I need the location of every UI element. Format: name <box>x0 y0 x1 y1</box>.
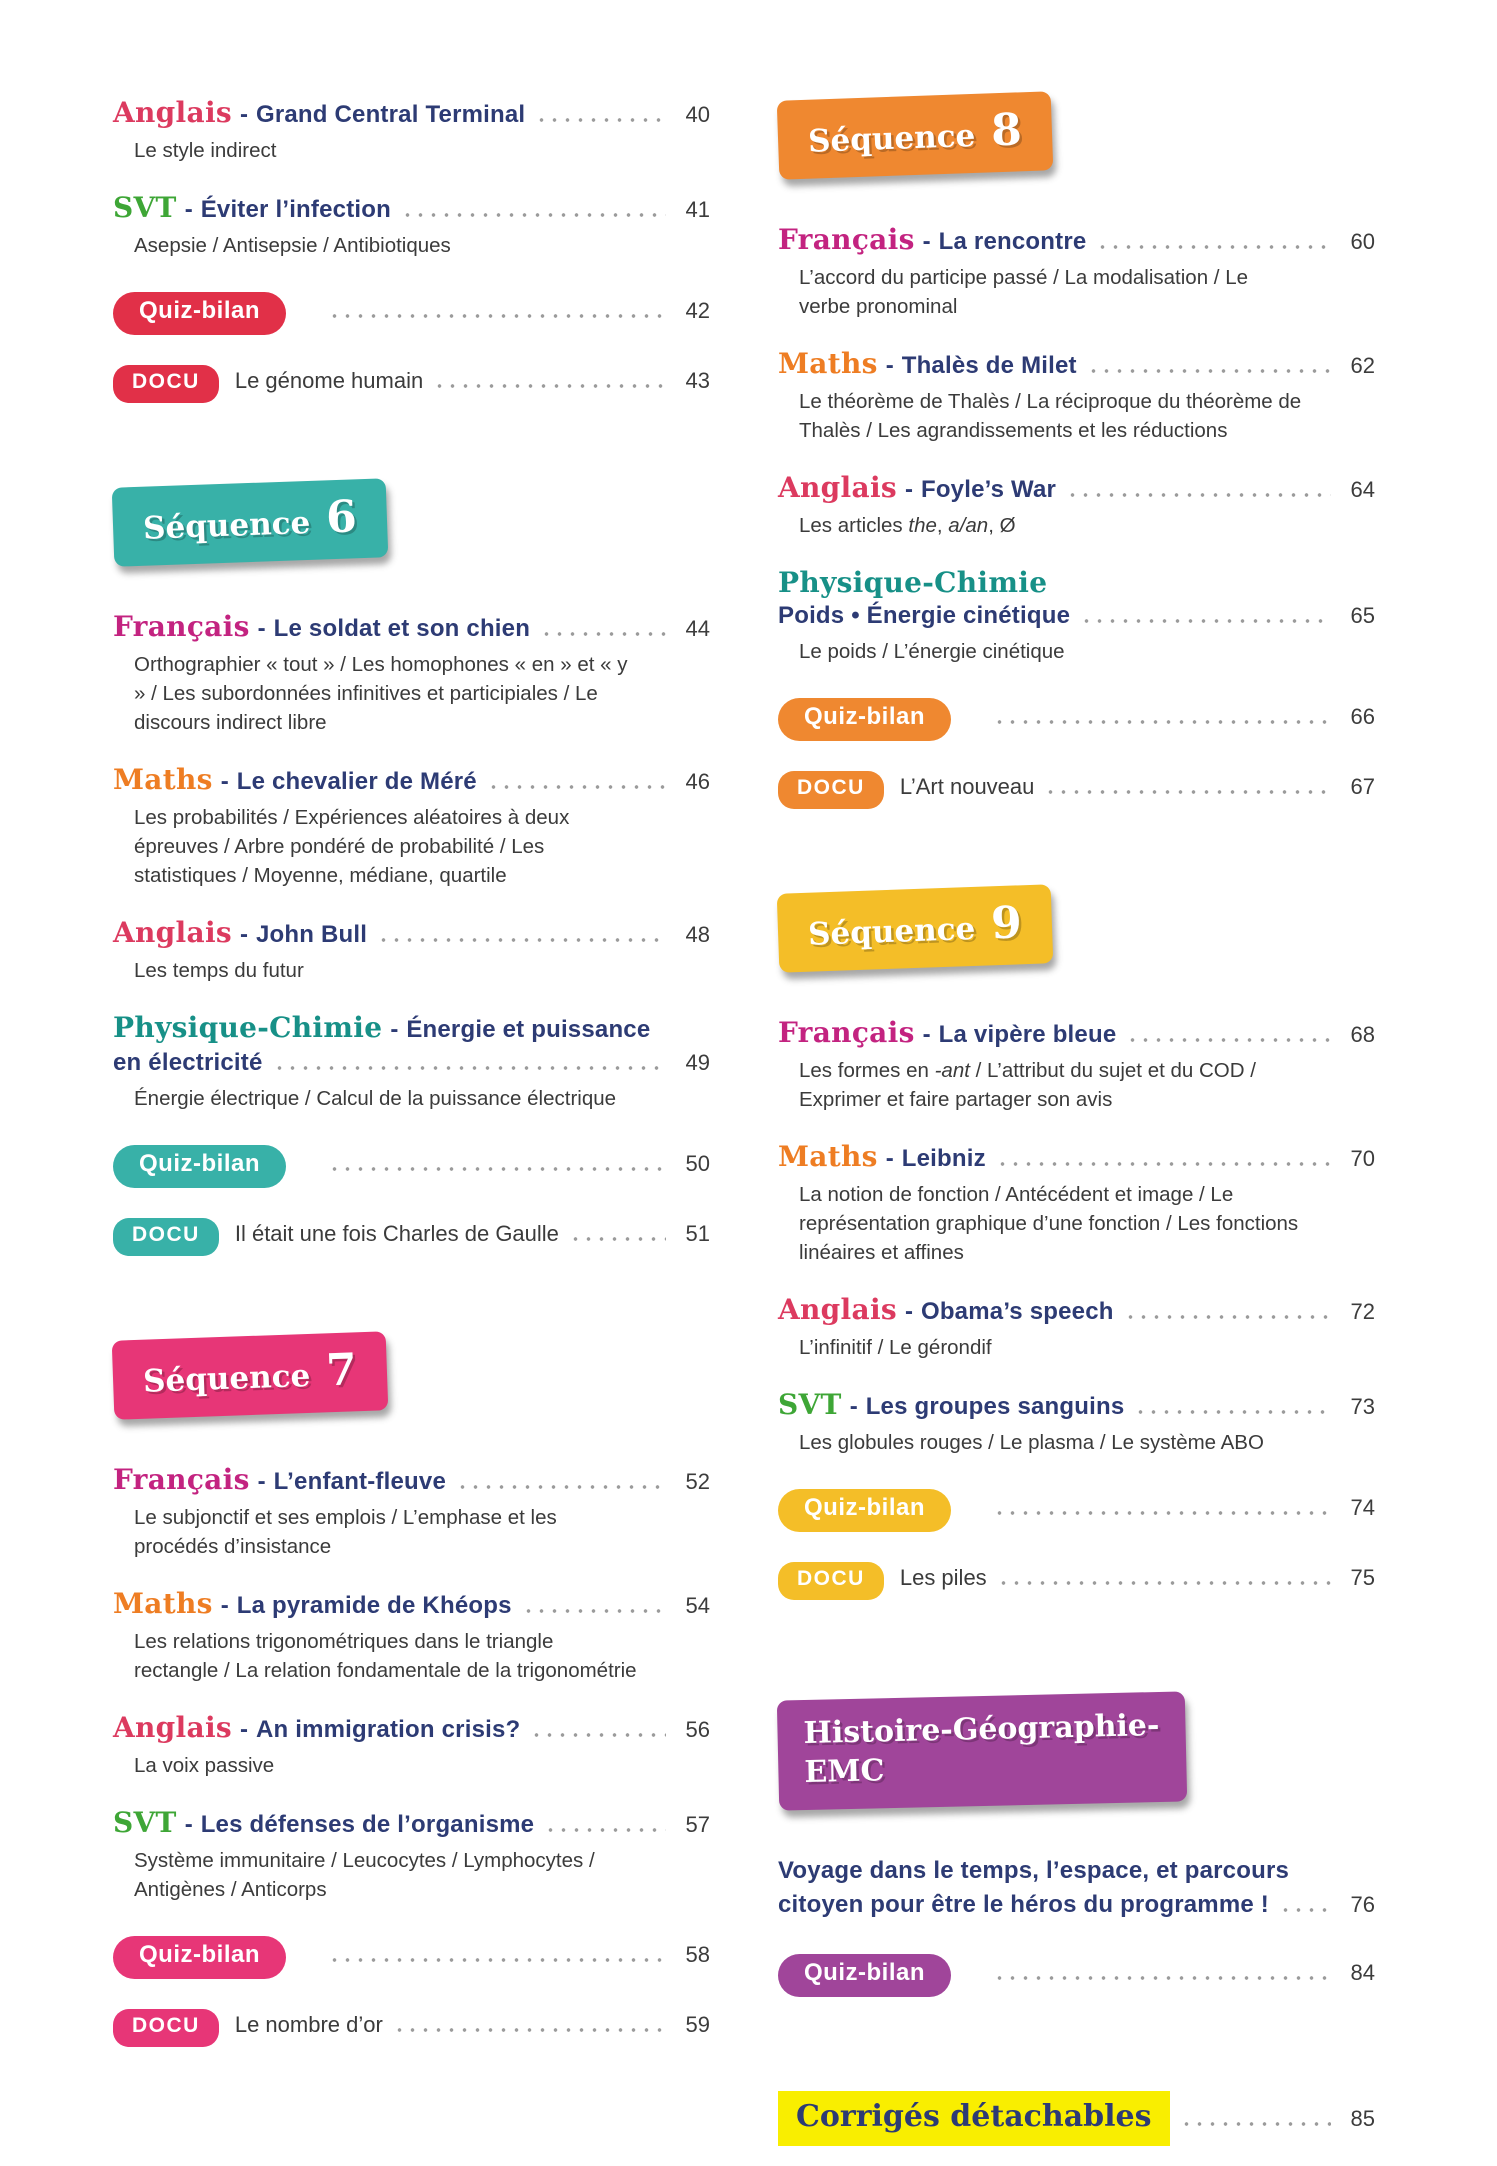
sequence-badge-number: 6 <box>325 491 358 544</box>
quiz-bilan-pill: Quiz-bilan <box>113 1936 286 1979</box>
subject-label: Maths <box>113 763 213 796</box>
docu-title: Les piles <box>899 1565 987 1590</box>
subject-title-separator: - <box>390 1016 399 1043</box>
entry-subtopics: La notion de fonction / Antécédent et image / Le représentation graphique d’une fonction / Les fonctions linéaires et affines <box>799 1183 1299 1264</box>
toc-entry <box>778 347 1375 445</box>
page-number: 58 <box>685 1942 710 1967</box>
entry-title: L’enfant-fleuve <box>273 1468 446 1495</box>
page-number: 50 <box>685 1151 710 1176</box>
subject-title-separator: - <box>904 476 913 503</box>
entry-title: John Bull <box>255 921 368 948</box>
page-number: 56 <box>685 1717 710 1742</box>
subtopic-text: / L’attribut du sujet et du COD / Exprimer et faire partager son avis <box>799 1059 1256 1111</box>
subject-title-separator: - <box>849 1393 858 1420</box>
dotted-leader <box>569 1237 666 1241</box>
quiz-bilan-row <box>113 292 710 335</box>
subject-title-separator: - <box>220 768 229 795</box>
corriges-row <box>778 2091 1375 2146</box>
entry-subtopics: Le théorème de Thalès / La réciproque du théorème de Thalès / Les agrandissements et les réductions <box>799 390 1302 442</box>
page-number: 72 <box>1350 1299 1375 1324</box>
docu-title: Il était une fois Charles de Gaulle <box>234 1221 559 1246</box>
page-number: 48 <box>685 922 710 947</box>
docu-row <box>778 1562 1375 1600</box>
page-number: 73 <box>1350 1394 1375 1419</box>
entry-title: Le soldat et son chien <box>273 615 531 642</box>
quiz-bilan-row <box>113 1936 710 1979</box>
quiz-bilan-row <box>113 1145 710 1188</box>
dotted-leader <box>540 632 666 636</box>
page-number: 85 <box>1350 2106 1375 2131</box>
toc-line <box>778 347 1375 382</box>
sequence-badge-number: 8 <box>990 104 1023 157</box>
page-number: 40 <box>685 102 710 127</box>
dotted-leader <box>393 2028 666 2032</box>
subject-section-badge-line: EMC <box>804 1753 885 1791</box>
entry-title: Les groupes sanguins <box>865 1393 1125 1420</box>
toc-line <box>113 1046 710 1079</box>
page-number: 42 <box>685 298 710 323</box>
page-number: 67 <box>1350 774 1375 799</box>
page-number: 70 <box>1350 1146 1375 1171</box>
sequence-badge <box>112 478 388 567</box>
docu-title: Le génome humain <box>234 368 424 393</box>
dotted-leader <box>996 1162 1331 1166</box>
quiz-bilan-pill: Quiz-bilan <box>113 1145 286 1188</box>
subject-label: Anglais <box>113 1711 232 1744</box>
toc-line <box>113 1711 710 1746</box>
page-number: 66 <box>1350 704 1375 729</box>
page-number: 65 <box>1350 603 1375 628</box>
sequence-badge-number: 7 <box>325 1344 358 1397</box>
dotted-leader <box>1087 369 1331 373</box>
docu-row <box>113 365 710 403</box>
toc-entry <box>113 1587 710 1685</box>
subject-label: Anglais <box>778 1293 897 1326</box>
docu-pill: DOCU <box>113 2009 219 2047</box>
entry-title: citoyen pour être le héros du programme ! <box>778 1891 1269 1918</box>
page-number: 68 <box>1350 1022 1375 1047</box>
toc-entry <box>113 1711 710 1780</box>
page-number: 59 <box>685 2012 710 2037</box>
dotted-leader <box>487 785 666 789</box>
toc-columns <box>113 96 1375 2146</box>
entry-title: Éviter l’infection <box>200 196 391 223</box>
sequence-badge-label: Séquence <box>142 1357 311 1400</box>
subject-label: Français <box>113 610 250 643</box>
toc-line <box>113 96 710 131</box>
subject-title-separator: - <box>257 615 266 642</box>
entry-subtopics: Les temps du futur <box>134 959 304 982</box>
toc-entry <box>778 1293 1375 1362</box>
entry-title: La rencontre <box>938 228 1087 255</box>
toc-line <box>778 471 1375 506</box>
dotted-leader <box>993 720 1331 724</box>
docu-pill: DOCU <box>778 771 884 809</box>
dotted-leader <box>993 1976 1331 1980</box>
entry-subtopics: Le style indirect <box>134 139 277 162</box>
quiz-bilan-pill: Quiz-bilan <box>113 292 286 335</box>
sequence-badge-number: 9 <box>990 897 1023 950</box>
docu-pill: DOCU <box>113 1218 219 1256</box>
subject-section-badge-line: Histoire-Géographie- <box>803 1707 1160 1752</box>
entry-subtopics: La voix passive <box>134 1754 275 1777</box>
entry-subtopics: Asepsie / Antisepsie / Antibiotiques <box>134 234 451 257</box>
entry-subtopics: L’accord du participe passé / La modalisation / Le verbe pronominal <box>799 266 1248 318</box>
page-number: 76 <box>1350 1892 1375 1917</box>
subject-title-separator: - <box>220 1592 229 1619</box>
subject-title-separator: - <box>184 196 193 223</box>
toc-column-right <box>778 96 1375 2146</box>
subtopic-text: a/an <box>948 514 989 537</box>
page-number: 57 <box>685 1812 710 1837</box>
toc-entry <box>778 471 1375 540</box>
dotted-leader <box>328 1167 666 1171</box>
toc-line <box>113 1463 710 1498</box>
toc-entry <box>113 191 710 260</box>
sequence-badge <box>777 91 1053 180</box>
subject-label: Français <box>778 1016 915 1049</box>
docu-pill: DOCU <box>113 365 219 403</box>
subject-label: SVT <box>113 1806 177 1839</box>
subtopic-text: , Ø <box>988 514 1016 537</box>
subject-label: Anglais <box>778 471 897 504</box>
dotted-leader <box>997 1581 1331 1585</box>
sequence-badge-label: Séquence <box>807 910 976 953</box>
toc-entry <box>778 1388 1375 1457</box>
entry-title: An immigration crisis? <box>255 1716 521 1743</box>
dotted-leader <box>273 1066 666 1070</box>
toc-line <box>778 1854 1375 1888</box>
page-number: 54 <box>685 1593 710 1618</box>
entry-title: Thalès de Milet <box>901 352 1077 379</box>
quiz-bilan-pill: Quiz-bilan <box>778 1489 951 1532</box>
dotted-leader <box>1080 619 1331 623</box>
toc-entry <box>113 1463 710 1561</box>
entry-subtopics: L’infinitif / Le gérondif <box>799 1336 992 1359</box>
page-number: 74 <box>1350 1495 1375 1520</box>
quiz-bilan-row <box>778 1489 1375 1532</box>
subject-label: SVT <box>113 191 177 224</box>
subtopic-text: , <box>936 514 949 537</box>
dotted-leader <box>377 938 666 942</box>
entry-subtopics: Orthographier « tout » / Les homophones « en » et « y » / Les subordonnées infinitives et participiales / Le discours indirect libre <box>134 653 628 734</box>
dotted-leader <box>1124 1315 1331 1319</box>
subject-title-separator: - <box>239 101 248 128</box>
toc-line <box>778 223 1375 258</box>
subject-label: Anglais <box>113 96 232 129</box>
page-number: 44 <box>685 616 710 641</box>
corriges-highlight: Corrigés détachables <box>778 2091 1170 2146</box>
subtopic-text: Les formes en <box>799 1059 935 1082</box>
toc-line <box>778 1293 1375 1328</box>
toc-entry <box>778 566 1375 666</box>
toc-line <box>778 566 1375 599</box>
dotted-leader <box>993 1511 1331 1515</box>
dotted-leader <box>1126 1038 1331 1042</box>
entry-title: Grand Central Terminal <box>255 101 526 128</box>
entry-title: Obama’s speech <box>920 1298 1114 1325</box>
entry-subtopics: Les globules rouges / Le plasma / Le système ABO <box>799 1431 1264 1454</box>
page-number: 49 <box>685 1050 710 1075</box>
entry-subtopics <box>778 1056 1304 1114</box>
quiz-bilan-pill: Quiz-bilan <box>778 1954 951 1997</box>
dotted-leader <box>1180 2122 1331 2126</box>
entry-title: Foyle’s War <box>920 476 1057 503</box>
dotted-leader <box>456 1485 666 1489</box>
toc-line <box>113 763 710 798</box>
toc-line <box>113 1806 710 1841</box>
sequence-badge <box>112 1331 388 1420</box>
toc-line <box>113 191 710 226</box>
dotted-leader <box>1096 245 1331 249</box>
quiz-bilan-pill: Quiz-bilan <box>778 698 951 741</box>
entry-subtopics <box>778 511 1304 540</box>
dotted-leader <box>328 314 666 318</box>
toc-entry <box>778 1016 1375 1114</box>
subject-label: SVT <box>778 1388 842 1421</box>
dotted-leader <box>1066 493 1331 497</box>
dotted-leader <box>433 384 666 388</box>
dotted-leader <box>1044 790 1331 794</box>
dotted-leader <box>530 1733 666 1737</box>
dotted-leader <box>1279 1908 1331 1912</box>
entry-title: Poids • Énergie cinétique <box>778 602 1071 629</box>
entry-subtopics: Énergie électrique / Calcul de la puissance électrique <box>134 1087 617 1110</box>
subject-title-separator: - <box>904 1298 913 1325</box>
toc-line <box>778 599 1375 632</box>
entry-title: Les défenses de l’organisme <box>200 1811 535 1838</box>
docu-title: L’Art nouveau <box>899 774 1035 799</box>
docu-row <box>113 1218 710 1256</box>
subject-label: Physique-Chimie <box>113 1011 383 1044</box>
toc-line <box>113 916 710 951</box>
page-number: 51 <box>685 1221 710 1246</box>
docu-row <box>778 771 1375 809</box>
entry-title: La pyramide de Khéops <box>236 1592 512 1619</box>
page-number: 60 <box>1350 229 1375 254</box>
subject-section-badge <box>777 1691 1187 1810</box>
toc-entry <box>113 610 710 737</box>
dotted-leader <box>522 1609 666 1613</box>
dotted-leader <box>535 118 666 122</box>
entry-subtopics: Les relations trigonométriques dans le triangle rectangle / La relation fondamentale de la trigonométrie <box>134 1630 637 1682</box>
subject-title-separator: - <box>885 1145 894 1172</box>
toc-line <box>778 1140 1375 1175</box>
toc-entry <box>113 1806 710 1904</box>
subject-label: Français <box>778 223 915 256</box>
docu-title: Le nombre d’or <box>234 2012 383 2037</box>
entry-title: La vipère bleue <box>938 1021 1117 1048</box>
page-number: 75 <box>1350 1565 1375 1590</box>
sequence-badge <box>777 884 1053 973</box>
dotted-leader <box>328 1958 666 1962</box>
subject-title-separator: - <box>239 1716 248 1743</box>
toc-column-left <box>113 96 710 2146</box>
entry-subtopics: Le poids / L’énergie cinétique <box>799 640 1065 663</box>
toc-lead-entry <box>778 1854 1375 1922</box>
subtopic-text: the <box>908 514 937 537</box>
entry-title: Le chevalier de Méré <box>236 768 477 795</box>
subject-label: Anglais <box>113 916 232 949</box>
toc-entry <box>778 223 1375 321</box>
toc-line <box>778 1888 1375 1922</box>
page-number: 46 <box>685 769 710 794</box>
entry-title: en électricité <box>113 1049 263 1076</box>
toc-entry <box>778 1140 1375 1267</box>
sequence-badge-label: Séquence <box>142 504 311 547</box>
subject-title-separator: - <box>184 1811 193 1838</box>
subject-label: Français <box>113 1463 250 1496</box>
subject-title-separator: - <box>257 1468 266 1495</box>
toc-entry <box>113 763 710 890</box>
entry-title: Leibniz <box>901 1145 986 1172</box>
subject-title-separator: - <box>885 352 894 379</box>
entry-subtopics: Les probabilités / Expériences aléatoires à deux épreuves / Arbre pondéré de probabilité / Les statistiques / Moyenne, médiane, quartile <box>134 806 570 887</box>
entry-subtopics: Le subjonctif et ses emplois / L’emphase et les procédés d’insistance <box>134 1506 557 1558</box>
subject-title-separator: - <box>239 921 248 948</box>
subject-label: Physique-Chimie <box>778 566 1048 599</box>
toc-entry <box>113 916 710 985</box>
subject-label: Maths <box>113 1587 213 1620</box>
page-number: 84 <box>1350 1960 1375 1985</box>
quiz-bilan-row <box>778 1954 1375 1997</box>
dotted-leader <box>401 213 666 217</box>
subject-title-separator: - <box>922 228 931 255</box>
entry-subtopics: Système immunitaire / Leucocytes / Lymphocytes / Antigènes / Anticorps <box>134 1849 595 1901</box>
toc-entry <box>113 96 710 165</box>
entry-title: Voyage dans le temps, l’espace, et parcours <box>778 1857 1290 1884</box>
toc-line <box>113 1587 710 1622</box>
subtopic-text: Les articles <box>799 514 909 537</box>
toc-line <box>778 1016 1375 1051</box>
page-number: 52 <box>685 1469 710 1494</box>
page-number: 62 <box>1350 353 1375 378</box>
docu-pill: DOCU <box>778 1562 884 1600</box>
page-number: 64 <box>1350 477 1375 502</box>
subject-label: Maths <box>778 1140 878 1173</box>
subject-title-separator: - <box>922 1021 931 1048</box>
dotted-leader <box>544 1828 666 1832</box>
toc-line <box>113 610 710 645</box>
subtopic-text: -ant <box>934 1059 970 1082</box>
dotted-leader <box>1134 1410 1331 1414</box>
sequence-badge-label: Séquence <box>807 117 976 160</box>
toc-entry <box>113 1011 710 1113</box>
entry-title: Énergie et puissance <box>406 1016 651 1043</box>
page-number: 41 <box>685 197 710 222</box>
toc-line <box>113 1011 710 1046</box>
toc-line <box>778 1388 1375 1423</box>
docu-row <box>113 2009 710 2047</box>
page-number: 43 <box>685 368 710 393</box>
subject-label: Maths <box>778 347 878 380</box>
quiz-bilan-row <box>778 698 1375 741</box>
